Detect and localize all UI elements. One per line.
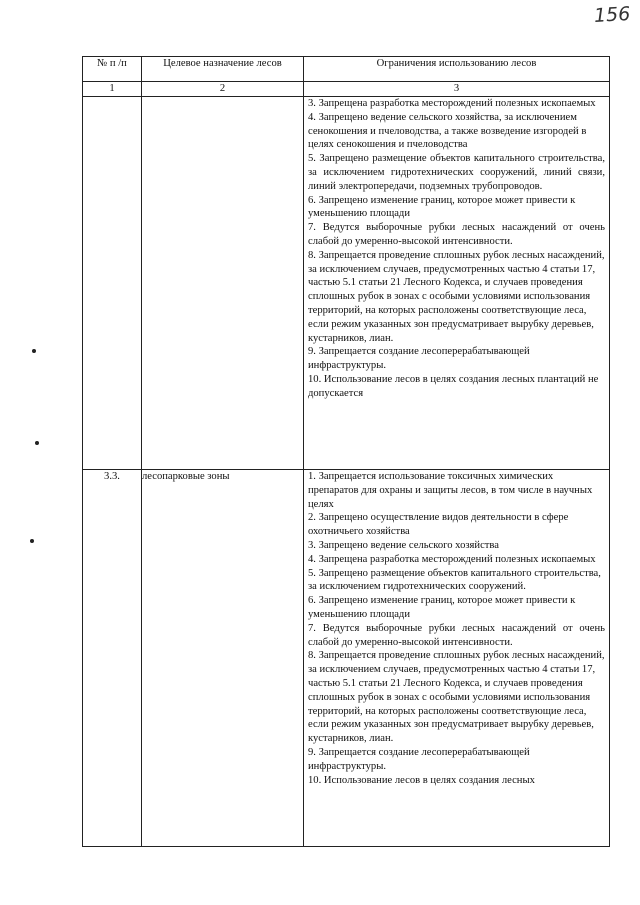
margin-mark	[35, 441, 39, 445]
restriction-item: 4. Запрещено ведение сельского хозяйства, за исключением сенокошения и пчеловодства, а также возведение изгородей в целях сенокошения и пчеловодства	[308, 111, 587, 151]
forest-restrictions-table	[82, 56, 610, 847]
table-row	[83, 97, 610, 470]
restriction-item: 6. Запрещено изменение границ, которое может привести к уменьшению площади	[308, 194, 576, 220]
restrictions-cell	[304, 470, 610, 847]
restriction-item: 7. Ведутся выборочные рубки лесных насаждений от очень слабой до умеренно-высокой интенсивности.	[308, 222, 605, 247]
header-purpose: Целевое назначение лесов	[142, 57, 304, 82]
margin-mark	[30, 539, 34, 543]
restriction-item: 6. Запрещено изменение границ, которое может привести к уменьшению площади	[308, 595, 576, 620]
restriction-item: 7. Ведутся выборочные рубки лесных насаждений от очень слабой до умеренно-высокой интенсивности.	[308, 622, 605, 648]
margin-mark	[32, 349, 36, 353]
restriction-item: 3. Запрещено ведение сельского хозяйства	[308, 539, 499, 551]
restriction-item: 5. Запрещено размещение объектов капитального строительства, за исключением гидротехнических сооружений.	[308, 567, 601, 593]
row-purpose	[142, 97, 304, 470]
table-header-row	[83, 57, 610, 82]
table-row	[83, 470, 610, 847]
row-number	[83, 97, 142, 470]
restriction-item: 10. Использование лесов в целях создания лесных плантаций не допускается	[308, 373, 599, 399]
column-number: 3	[304, 82, 610, 97]
restriction-item: 5. Запрещено размещение объектов капитального строительства, за исключением гидротехнических сооружений, линий связи, линий электропередачи, подземных трубопроводов.	[308, 153, 605, 192]
row-number: 3.3.	[83, 470, 142, 847]
restrictions-cell	[304, 97, 610, 470]
header-number: № п /п	[83, 57, 142, 82]
restriction-item: 10. Использование лесов в целях создания лесных	[308, 774, 535, 786]
handwritten-page-number: 156	[593, 3, 631, 27]
restriction-item: 8. Запрещается проведение сплошных рубок лесных насаждений, за исключением случаев, предусмотренных частью 4 статьи 17, частью 5.1 статьи 21 Лесного Кодекса, и случаев проведения сплошных рубок в зонах с особыми условиями использования территорий, на которых расположены соответствующие леса, если режим указанных зон предусматривает вырубку деревьев, кустарников, лиан.	[308, 650, 605, 745]
column-number: 2	[142, 82, 304, 97]
header-restrictions: Ограничения использованию лесов	[304, 57, 610, 82]
restriction-item: 3. Запрещена разработка месторождений полезных ископаемых	[308, 98, 596, 109]
restriction-item: 4. Запрещена разработка месторождений полезных ископаемых	[308, 553, 596, 565]
restriction-item: 2. Запрещено осуществление видов деятельности в сфере охотничьего хозяйства	[308, 512, 569, 538]
column-number: 1	[83, 82, 142, 97]
row-purpose: лесопарковые зоны	[142, 470, 304, 847]
column-number-row	[83, 82, 610, 97]
restriction-item: 9. Запрещается создание лесоперерабатывающей инфраструктуры.	[308, 746, 530, 772]
restriction-item: 1. Запрещается использование токсичных химических препаратов для охраны и защиты лесов, в том числе в научных целях	[308, 471, 593, 510]
restriction-item: 9. Запрещается создание лесоперерабатывающей инфраструктуры.	[308, 346, 530, 372]
restriction-item: 8. Запрещается проведение сплошных рубок лесных насаждений, за исключением случаев, предусмотренных частью 4 статьи 17, частью 5.1 статьи 21 Лесного Кодекса, и случаев проведения сплошных рубок в зонах с особыми условиями использования территорий, на которых расположены соответствующие леса, если режим указанных зон предусматривает вырубку деревьев, кустарников, лиан.	[308, 249, 605, 344]
